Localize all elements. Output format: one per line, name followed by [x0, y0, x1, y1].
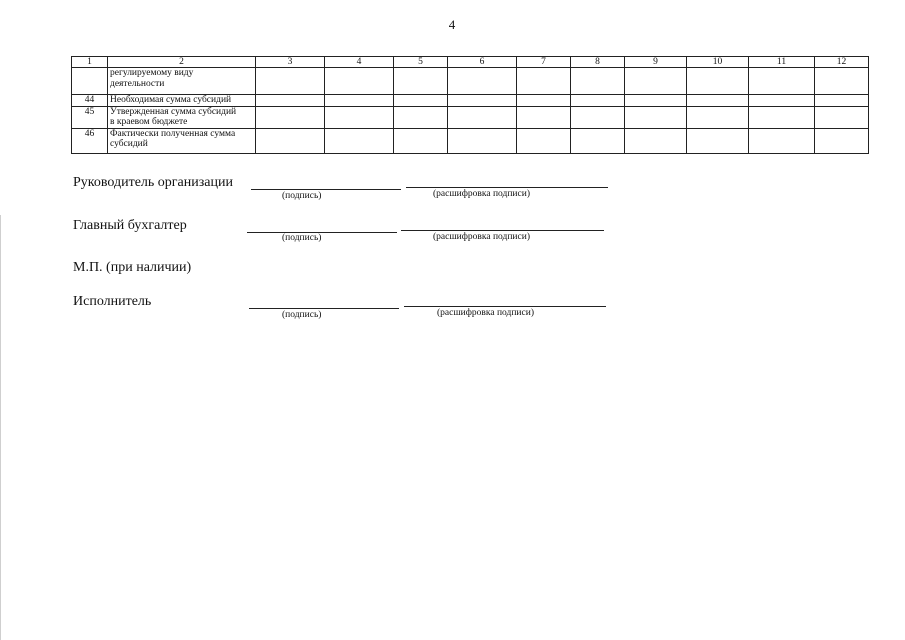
table-cell — [687, 106, 749, 128]
row-label-line: деятельности — [110, 78, 165, 89]
table-cell — [517, 128, 571, 153]
table-row — [72, 128, 869, 153]
table-cell — [448, 95, 517, 107]
table-cell — [749, 68, 815, 95]
row-label-line: Утвержденная сумма субсидий — [110, 106, 237, 117]
table-cell — [625, 95, 687, 107]
table-cell — [256, 106, 325, 128]
signature-caption: (подпись) — [282, 310, 322, 320]
table-header-row — [72, 57, 869, 68]
table-cell — [687, 68, 749, 95]
row-label — [108, 128, 256, 153]
row-label-line: в краевом бюджете — [110, 117, 188, 127]
table-cell — [394, 68, 448, 95]
table-cell — [749, 95, 815, 107]
table-cell — [517, 95, 571, 107]
row-label-line: регулируемому виду — [110, 68, 194, 78]
column-header: 11 — [749, 57, 815, 68]
table-cell — [571, 68, 625, 95]
table-cell — [448, 128, 517, 153]
table-cell — [256, 128, 325, 153]
signature-line — [247, 232, 397, 233]
table-cell — [571, 106, 625, 128]
column-header: 7 — [517, 57, 571, 68]
table-cell — [448, 106, 517, 128]
table-row — [72, 95, 869, 107]
table-cell — [256, 95, 325, 107]
column-header: 12 — [815, 57, 869, 68]
signature-caption: (подпись) — [282, 191, 322, 201]
table-cell — [815, 128, 869, 153]
row-label-line: Необходимая сумма субсидий — [110, 95, 232, 105]
table-cell — [625, 106, 687, 128]
column-header: 5 — [394, 57, 448, 68]
column-header: 4 — [325, 57, 394, 68]
table-cell — [394, 128, 448, 153]
signature-decode-caption: (расшифровка подписи) — [433, 232, 530, 242]
table-cell — [394, 95, 448, 107]
table-cell — [325, 128, 394, 153]
seal-place-label: М.П. (при наличии) — [73, 260, 192, 275]
signature-label-chief-accountant: Главный бухгалтер — [73, 218, 187, 233]
signature-caption: (подпись) — [282, 233, 322, 243]
table-cell — [571, 128, 625, 153]
signature-decode-line — [404, 306, 606, 307]
table-row — [72, 68, 869, 95]
table-cell — [517, 106, 571, 128]
table-cell — [625, 68, 687, 95]
row-number: 44 — [72, 95, 108, 107]
column-header: 9 — [625, 57, 687, 68]
table-cell — [325, 68, 394, 95]
row-label-line: субсидий — [110, 139, 148, 149]
row-label-line: Фактически полученная сумма — [110, 128, 236, 139]
row-label — [108, 68, 256, 95]
table-cell — [394, 106, 448, 128]
row-number: 45 — [72, 106, 108, 128]
signature-label-head: Руководитель организации — [73, 175, 233, 190]
table-cell — [256, 68, 325, 95]
table-cell — [749, 128, 815, 153]
table-cell — [625, 128, 687, 153]
table-cell — [749, 106, 815, 128]
table-cell — [325, 106, 394, 128]
table-cell — [325, 95, 394, 107]
table-row — [72, 106, 869, 128]
scan-margin-line — [0, 215, 1, 640]
signature-decode-line — [401, 230, 604, 231]
table-cell — [448, 68, 517, 95]
column-header: 10 — [687, 57, 749, 68]
table-cell — [815, 95, 869, 107]
table-cell — [517, 68, 571, 95]
row-number: 46 — [72, 128, 108, 153]
signature-line — [249, 308, 399, 309]
signature-label-executor: Исполнитель — [73, 294, 152, 309]
table-cell — [687, 95, 749, 107]
column-header: 2 — [108, 57, 256, 68]
table-cell — [571, 95, 625, 107]
signature-decode-caption: (расшифровка подписи) — [437, 308, 534, 318]
column-header: 1 — [72, 57, 108, 68]
signature-line — [251, 189, 401, 190]
row-label — [108, 106, 256, 128]
table-cell — [815, 68, 869, 95]
column-header: 6 — [448, 57, 517, 68]
subsidy-table — [71, 56, 869, 154]
row-number — [72, 68, 108, 95]
row-label — [108, 95, 256, 107]
table-cell — [687, 128, 749, 153]
column-header: 3 — [256, 57, 325, 68]
table-cell — [815, 106, 869, 128]
signature-decode-caption: (расшифровка подписи) — [433, 189, 530, 199]
column-header: 8 — [571, 57, 625, 68]
signature-decode-line — [406, 187, 608, 188]
page-number: 4 — [448, 17, 456, 32]
